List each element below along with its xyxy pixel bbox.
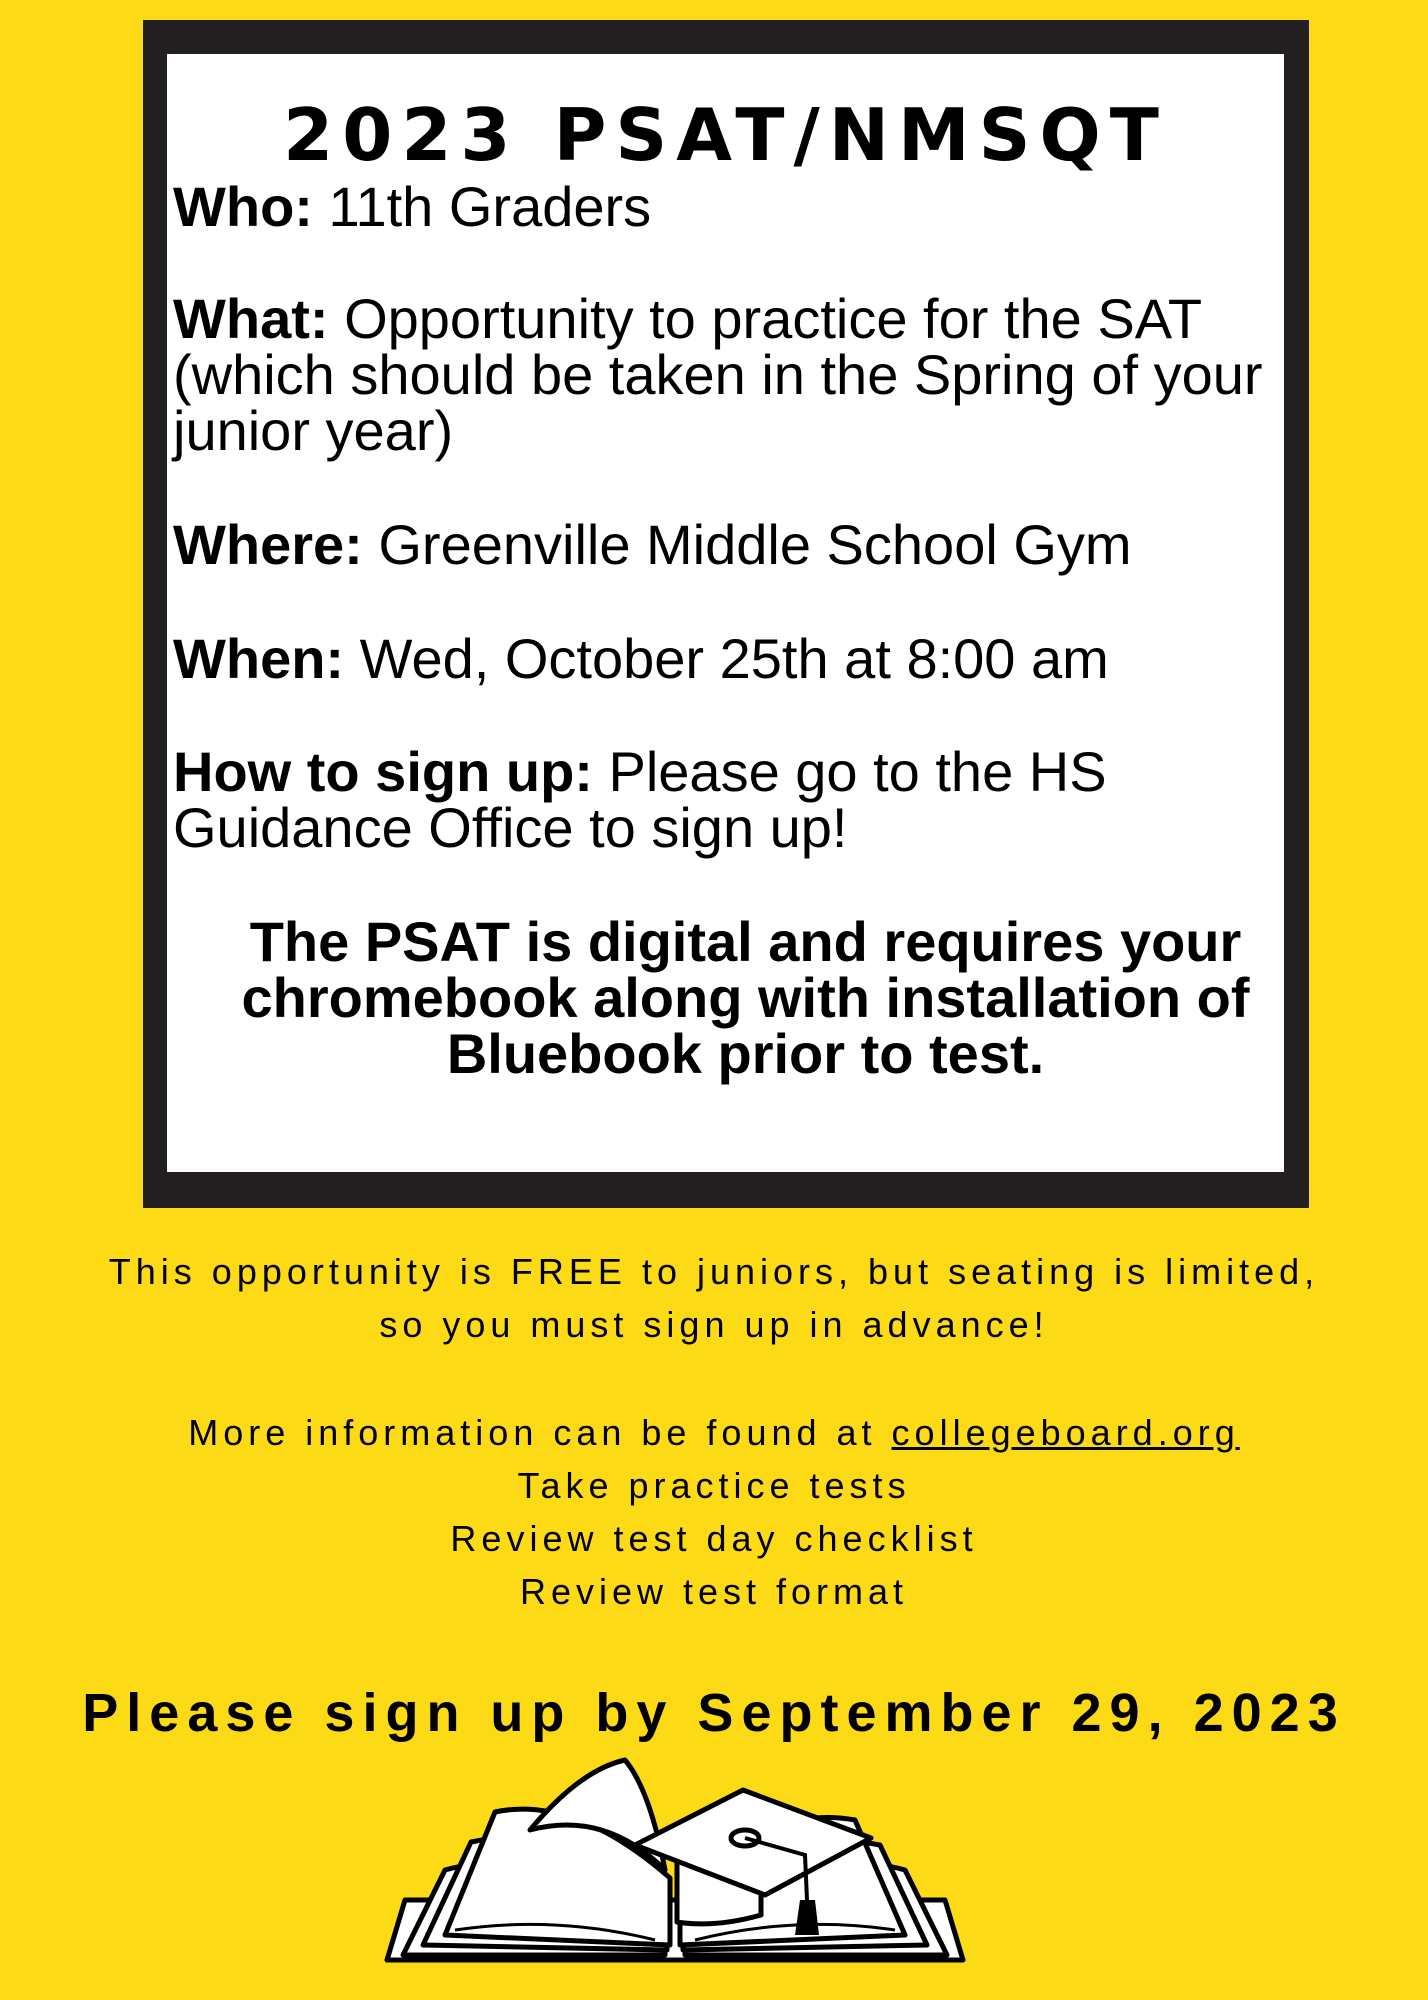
signup-label: How to sign up:	[173, 740, 593, 803]
book-graduation-cap-icon	[375, 1750, 975, 1975]
where-row	[173, 513, 1272, 576]
list-item: Review test format	[519, 1571, 909, 1612]
when-text: Wed, October 25th at 8:00 am	[344, 627, 1109, 690]
where-label: Where:	[173, 513, 363, 576]
more-info-prefix: More information can be found at	[188, 1412, 892, 1453]
flyer-frame	[143, 20, 1309, 1208]
flyer-title: 2023 PSAT/NMSQT	[283, 93, 1168, 177]
signup-row	[173, 740, 1272, 859]
more-info-line	[0, 1406, 1428, 1459]
free-line-1: This opportunity is FREE to juniors, but seating is limited,	[108, 1251, 1320, 1292]
what-text: Opportunity to practice for the SAT (which should be taken in the Spring of your junior year)	[173, 287, 1263, 462]
signup-text: Please go to the HS Guidance Office to sign up!	[173, 740, 1107, 859]
deadline-text: Please sign up by September 29, 2023	[82, 1683, 1346, 1743]
list-item: Review test day checklist	[450, 1518, 978, 1559]
what-row	[173, 287, 1272, 462]
flyer-panel	[167, 54, 1284, 1172]
who-row	[173, 175, 1272, 238]
collegeboard-link[interactable]: collegeboard.org	[891, 1412, 1240, 1453]
when-row	[173, 627, 1272, 690]
free-line-2: so you must sign up in advance!	[379, 1304, 1049, 1345]
when-label: When:	[173, 627, 345, 690]
who-text: 11th Graders	[312, 175, 652, 238]
list-item: Take practice tests	[517, 1465, 911, 1506]
what-label: What:	[173, 287, 329, 350]
digital-notice: The PSAT is digital and requires your chromebook along with installation of Bluebook prior to test.	[241, 910, 1250, 1085]
who-label: Who:	[173, 175, 313, 238]
where-text: Greenville Middle School Gym	[362, 513, 1132, 576]
